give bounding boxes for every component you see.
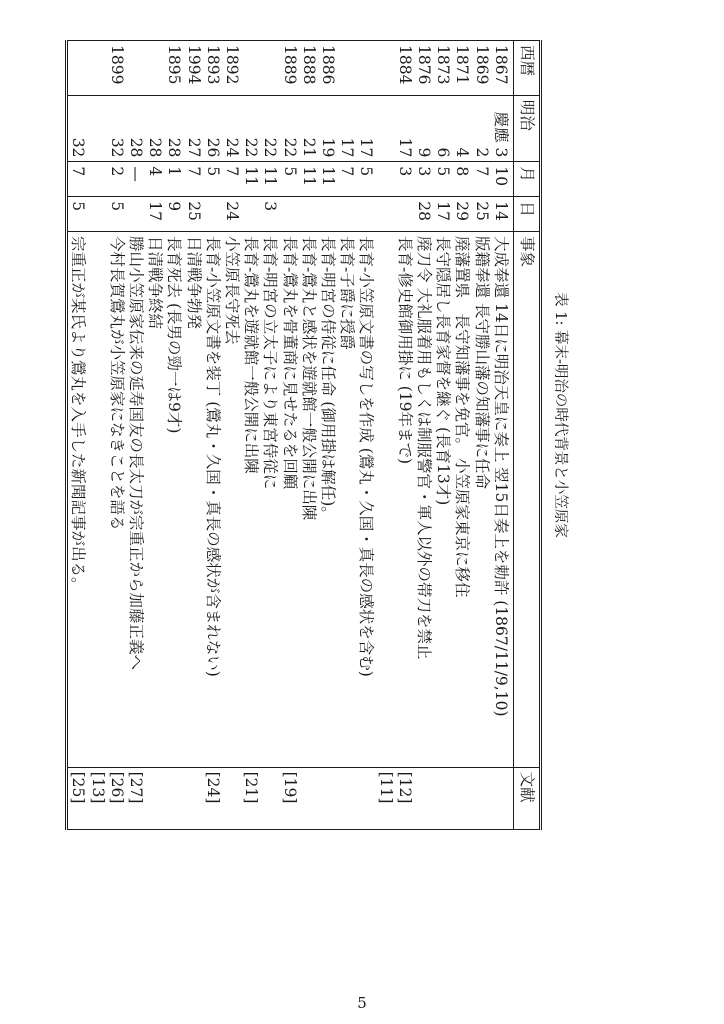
table-row	[222, 41, 241, 830]
cell-month: 11	[299, 162, 318, 197]
cell-day: 25	[183, 197, 202, 232]
cell-year: 1888	[299, 41, 318, 96]
cell-month: 7	[337, 162, 356, 197]
cell-day: 29	[452, 197, 471, 232]
cell-ref	[452, 767, 471, 829]
table-row	[87, 41, 125, 830]
cell-event: 大成奉還 14日に明治天皇に奏上 翌15日奏上を勅許 (1867/11/9,10)	[491, 232, 514, 768]
cell-event: 長育-修史館御用掛に (19年まで)	[375, 232, 413, 768]
cell-month: 2	[87, 162, 125, 197]
table-caption: 表 1: 幕末-明治の時代背景と小笠原家	[552, 292, 568, 538]
cell-meiji: 28	[126, 95, 145, 162]
table-row	[279, 41, 298, 830]
cell-event: 今村長賀鶯丸が小笠原家になきことを語る	[87, 232, 125, 768]
table-row	[471, 41, 490, 830]
table-row	[375, 41, 413, 830]
table-row	[164, 41, 183, 830]
cell-month: 5	[356, 162, 375, 197]
cell-month: 7	[222, 162, 241, 197]
cell-event: 長育-明宮の侍従に任命 (御用掛は解任)。	[318, 232, 337, 768]
cell-meiji: 19	[318, 95, 337, 162]
cell-month: 4	[145, 162, 164, 197]
cell-event: 宗重正が某氏より鶯丸を入手した新聞記事が出る。	[67, 232, 88, 768]
cell-ref	[318, 767, 337, 829]
header-month: 月	[513, 162, 540, 197]
table-row	[318, 41, 337, 830]
cell-day	[279, 197, 298, 232]
cell-day: 5	[67, 197, 88, 232]
cell-meiji: 4	[452, 95, 471, 162]
cell-year	[126, 41, 145, 96]
cell-event: 長育-鶯丸と感状を遊就館一般公開に出陳	[299, 232, 318, 768]
cell-event: 長育-明宮の立太子により東宮侍従に	[260, 232, 279, 768]
cell-year	[260, 41, 279, 96]
cell-day	[356, 197, 375, 232]
cell-ref	[433, 767, 452, 829]
cell-event: 長育死去 (長男の勁一は9才)	[164, 232, 183, 768]
table-row	[452, 41, 471, 830]
cell-meiji: 28	[145, 95, 164, 162]
cell-day: 9	[164, 197, 183, 232]
history-table	[65, 40, 542, 830]
header-event: 事象	[513, 232, 540, 768]
cell-year	[356, 41, 375, 96]
cell-ref: [21]	[241, 767, 260, 829]
cell-year: 1869	[471, 41, 490, 96]
cell-meiji: 32	[67, 95, 88, 162]
header-day: 日	[513, 197, 540, 232]
cell-year	[337, 41, 356, 96]
cell-ref	[356, 767, 375, 829]
rotated-table-frame	[60, 0, 620, 830]
table-row	[145, 41, 164, 830]
cell-day	[241, 197, 260, 232]
cell-month: 11	[260, 162, 279, 197]
table-row	[241, 41, 260, 830]
cell-year	[145, 41, 164, 96]
cell-meiji: 28	[164, 95, 183, 162]
cell-day	[375, 197, 413, 232]
cell-ref	[471, 767, 490, 829]
cell-event: 勝山小笠原家伝来の延寿国友の長太刀が宗重正から加藤正義へ	[126, 232, 145, 768]
cell-meiji: 22	[260, 95, 279, 162]
table-row	[356, 41, 375, 830]
cell-month: 7	[183, 162, 202, 197]
cell-month: 10	[491, 162, 514, 197]
cell-year: 1889	[279, 41, 298, 96]
table-row	[260, 41, 279, 830]
table-row	[491, 41, 514, 830]
table-row	[433, 41, 452, 830]
cell-day	[299, 197, 318, 232]
cell-ref	[299, 767, 318, 829]
cell-meiji: 慶應 3	[491, 95, 514, 162]
cell-meiji: 6	[433, 95, 452, 162]
cell-event: 廃藩置県 長守知藩事を免官。 小笠原家東京に移住	[452, 232, 471, 768]
cell-meiji: 22	[279, 95, 298, 162]
cell-month: 5	[433, 162, 452, 197]
cell-ref: [27]	[126, 767, 145, 829]
cell-day: 25	[471, 197, 490, 232]
cell-event: 長育-鶯丸を遊就館一般公開に出陳	[241, 232, 260, 768]
cell-year	[67, 41, 88, 96]
cell-day	[318, 197, 337, 232]
cell-year: 1893	[203, 41, 222, 96]
cell-month: 8	[452, 162, 471, 197]
table-row	[126, 41, 145, 830]
cell-meiji: 24	[222, 95, 241, 162]
cell-ref	[222, 767, 241, 829]
cell-year: 1873	[433, 41, 452, 96]
cell-month: —	[126, 162, 145, 197]
cell-day	[203, 197, 222, 232]
cell-day: 28	[414, 197, 433, 232]
cell-event: 日清戦争勃発	[183, 232, 202, 768]
cell-ref	[491, 767, 514, 829]
cell-year: 1884	[375, 41, 413, 96]
cell-event: 小笠原長守死去	[222, 232, 241, 768]
table-row	[67, 41, 88, 830]
cell-ref: [19]	[279, 767, 298, 829]
cell-day: 17	[433, 197, 452, 232]
cell-ref: [25]	[67, 767, 88, 829]
cell-meiji: 17	[337, 95, 356, 162]
table-row	[414, 41, 433, 830]
cell-month: 7	[471, 162, 490, 197]
cell-year: 1871	[452, 41, 471, 96]
cell-year: 1895	[164, 41, 183, 96]
cell-ref	[414, 767, 433, 829]
cell-day	[337, 197, 356, 232]
cell-month: 5	[279, 162, 298, 197]
cell-meiji: 22	[241, 95, 260, 162]
table-row	[183, 41, 202, 830]
cell-year: 1876	[414, 41, 433, 96]
cell-year: 1886	[318, 41, 337, 96]
cell-meiji: 9	[414, 95, 433, 162]
cell-ref: [26][13]	[87, 767, 125, 829]
table-header-row	[513, 41, 540, 830]
cell-year: 1892	[222, 41, 241, 96]
cell-month: 5	[203, 162, 222, 197]
cell-meiji: 27	[183, 95, 202, 162]
cell-day: 17	[145, 197, 164, 232]
cell-day	[126, 197, 145, 232]
cell-event: 版籍奉還 長守勝山藩の知藩事に任命	[471, 232, 490, 768]
cell-ref: [12][11]	[375, 767, 413, 829]
cell-event: 長育-小笠原文書を装丁 (鶯丸・久国・真長の感状が含まれない)	[203, 232, 222, 768]
table-row	[203, 41, 222, 830]
cell-month: 11	[241, 162, 260, 197]
cell-ref	[164, 767, 183, 829]
cell-meiji: 17	[375, 95, 413, 162]
header-meiji: 明治	[513, 95, 540, 162]
cell-year: 1899	[87, 41, 125, 96]
cell-ref	[183, 767, 202, 829]
cell-event: 廃刀令 大礼服着用もしくは制服警官・軍人以外の帯刀を禁止	[414, 232, 433, 768]
cell-meiji: 21	[299, 95, 318, 162]
cell-event: 長育-小笠原文書の写しを作成 (鶯丸・久国・真長の感状を含む)	[356, 232, 375, 768]
cell-month: 3	[375, 162, 413, 197]
cell-meiji: 32	[87, 95, 125, 162]
cell-ref: [24]	[203, 767, 222, 829]
cell-day: 14	[491, 197, 514, 232]
header-ref: 文献	[513, 767, 540, 829]
cell-meiji: 17	[356, 95, 375, 162]
table-row	[299, 41, 318, 830]
cell-month: 1	[164, 162, 183, 197]
cell-event: 長守隠居し長育家督を継ぐ (長育13才)	[433, 232, 452, 768]
cell-meiji: 2	[471, 95, 490, 162]
cell-day: 5	[87, 197, 125, 232]
cell-year	[241, 41, 260, 96]
cell-year: 1994	[183, 41, 202, 96]
cell-ref	[145, 767, 164, 829]
cell-ref	[260, 767, 279, 829]
cell-event: 長育-子爵に授爵	[337, 232, 356, 768]
cell-month: 11	[318, 162, 337, 197]
cell-event: 日清戦争終結	[145, 232, 164, 768]
cell-year: 1867	[491, 41, 514, 96]
cell-meiji: 26	[203, 95, 222, 162]
cell-month: 3	[414, 162, 433, 197]
cell-month: 7	[67, 162, 88, 197]
cell-day: 24	[222, 197, 241, 232]
table-row	[337, 41, 356, 830]
cell-event: 長育-鶯丸を骨董商に見せたるを回顧	[279, 232, 298, 768]
cell-day: 3	[260, 197, 279, 232]
page-number: 5	[357, 994, 367, 1012]
cell-ref	[337, 767, 356, 829]
header-year: 西暦	[513, 41, 540, 96]
